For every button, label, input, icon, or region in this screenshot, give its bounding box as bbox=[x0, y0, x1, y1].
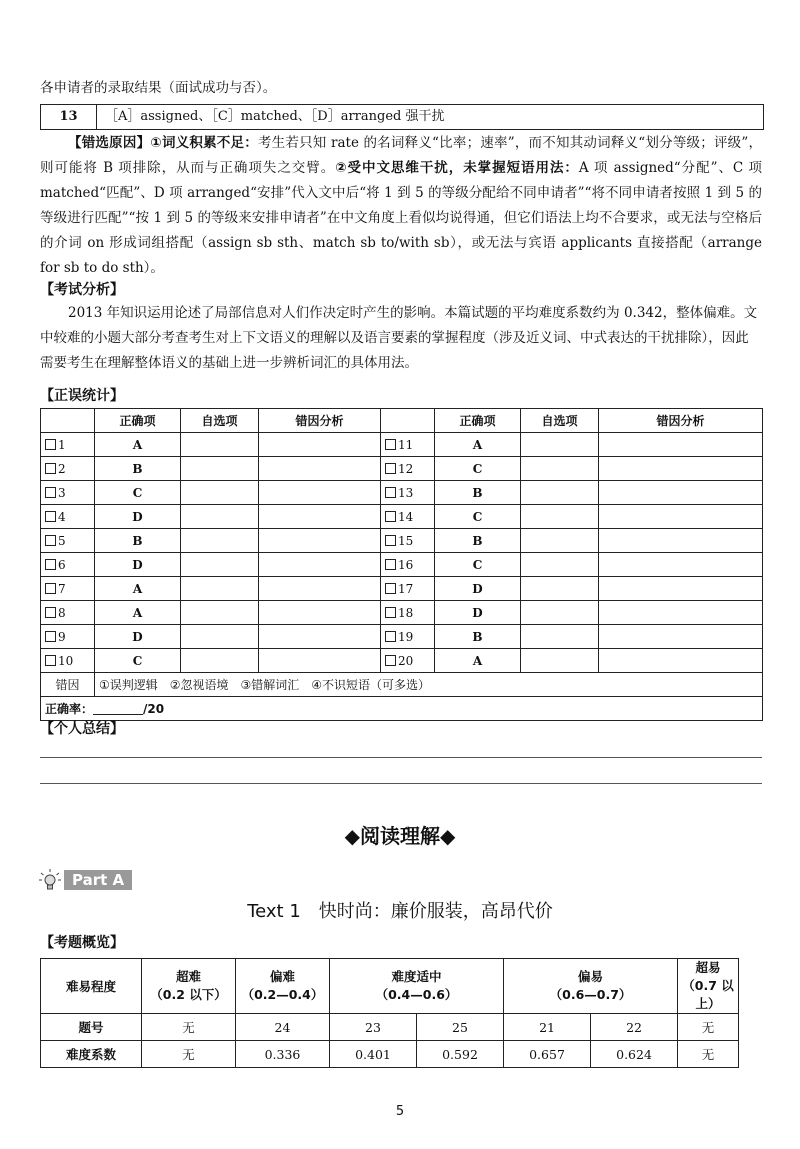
coef-cell: 0.592 bbox=[417, 1041, 504, 1068]
part-a-banner bbox=[38, 868, 132, 892]
question-number: 14 bbox=[398, 509, 414, 524]
question-number: 1 bbox=[58, 437, 66, 452]
self-choice-cell[interactable] bbox=[521, 457, 599, 481]
correct-answer: D bbox=[95, 505, 181, 529]
coef-row-label: 难度系数 bbox=[41, 1041, 142, 1068]
question-number-cell bbox=[381, 433, 435, 457]
correct-answer: A bbox=[95, 577, 181, 601]
error-analysis-cell[interactable] bbox=[599, 601, 763, 625]
correct-answer: C bbox=[435, 505, 521, 529]
correct-answer: B bbox=[435, 481, 521, 505]
self-choice-cell[interactable] bbox=[181, 649, 259, 673]
error-analysis-cell[interactable] bbox=[599, 481, 763, 505]
self-choice-cell[interactable] bbox=[521, 505, 599, 529]
page-number: 5 bbox=[395, 1104, 405, 1119]
self-choice-cell[interactable] bbox=[521, 433, 599, 457]
number-cell: 23 bbox=[330, 1014, 417, 1041]
coef-cell: 无 bbox=[142, 1041, 236, 1068]
difficulty-table bbox=[40, 958, 739, 1068]
self-choice-cell[interactable] bbox=[181, 553, 259, 577]
summary-line-2[interactable] bbox=[40, 783, 762, 784]
question-number: 12 bbox=[398, 461, 414, 476]
error-analysis-cell[interactable] bbox=[259, 481, 381, 505]
correct-answer: D bbox=[435, 601, 521, 625]
checkbox[interactable] bbox=[45, 631, 56, 642]
question-number: 8 bbox=[58, 605, 66, 620]
error-analysis-cell[interactable] bbox=[599, 553, 763, 577]
question-number: 7 bbox=[58, 581, 66, 596]
self-choice-cell[interactable] bbox=[181, 577, 259, 601]
error-analysis-cell[interactable] bbox=[259, 625, 381, 649]
level-hard: 偏难 （0.2—0.4） bbox=[236, 959, 330, 1014]
summary-heading: 【个人总结】 bbox=[40, 721, 124, 737]
error-reason-label: 【错选原因】 bbox=[68, 135, 151, 151]
self-choice-cell[interactable] bbox=[181, 433, 259, 457]
point1-title: ①词义积累不足： bbox=[150, 135, 258, 151]
checkbox[interactable] bbox=[45, 487, 56, 498]
error-analysis-cell[interactable] bbox=[259, 601, 381, 625]
self-choice-cell[interactable] bbox=[521, 577, 599, 601]
self-choice-cell[interactable] bbox=[521, 553, 599, 577]
stats-row bbox=[41, 577, 763, 601]
question-number-cell bbox=[41, 649, 95, 673]
question-number-cell bbox=[41, 625, 95, 649]
difficulty-level-row bbox=[41, 959, 739, 1014]
stats-row bbox=[41, 457, 763, 481]
question-number-cell bbox=[41, 577, 95, 601]
checkbox[interactable] bbox=[385, 439, 396, 450]
correct-answer: D bbox=[95, 553, 181, 577]
error-analysis-cell[interactable] bbox=[259, 433, 381, 457]
cause-row bbox=[41, 673, 763, 697]
checkbox[interactable] bbox=[45, 439, 56, 450]
correct-answer: C bbox=[95, 481, 181, 505]
col-error-left: 错因分析 bbox=[259, 409, 381, 433]
question-number-cell bbox=[41, 505, 95, 529]
col-correct-right: 正确项 bbox=[435, 409, 521, 433]
error-analysis-cell[interactable] bbox=[259, 577, 381, 601]
overview-heading: 【考题概览】 bbox=[40, 935, 124, 951]
question-number-cell bbox=[41, 481, 95, 505]
question-number: 5 bbox=[58, 533, 66, 548]
stats-row bbox=[41, 553, 763, 577]
self-choice-cell[interactable] bbox=[181, 529, 259, 553]
question-number-row bbox=[41, 1014, 739, 1041]
question-number: 6 bbox=[58, 557, 66, 572]
stats-row bbox=[41, 481, 763, 505]
question-number: 13 bbox=[398, 485, 414, 500]
point2-text: A 项 assigned“分配”、C 项 matched“匹配”、D 项 arranged“安排”代入文中后“将 1 到 5 的等级分配给不同申请者”“将不同申请者按照 1 到 5 的等级进行匹配”“按 1 到 5 的等级来安排申请者”在中文角度上看似均说得通，但它们语法上均不合要求，或无法与空格后的介词 on 形成词组搭配（assign sb sth、match sb to/with sb），或无法与宾语 applicants 直接搭配（arrange for sb to do sth）。 bbox=[40, 160, 762, 276]
error-analysis-cell[interactable] bbox=[599, 577, 763, 601]
correct-answer: C bbox=[435, 553, 521, 577]
point1-text: 考生若只知 rate 的名词释义“比率；速率”，而不知其动词释义“划分等级；评级”，则可能将 B 项排除，从而与正确项失之交臂。 bbox=[40, 135, 763, 176]
level-row-label: 难易程度 bbox=[41, 959, 142, 1014]
error-analysis-cell[interactable] bbox=[599, 505, 763, 529]
coef-cell: 无 bbox=[678, 1041, 739, 1068]
correct-answer: B bbox=[95, 457, 181, 481]
error-analysis-cell[interactable] bbox=[599, 433, 763, 457]
accuracy-total: /20 bbox=[143, 702, 165, 716]
level-very-hard: 超难 （0.2 以下） bbox=[142, 959, 236, 1014]
self-choice-cell[interactable] bbox=[181, 457, 259, 481]
coef-cell: 0.657 bbox=[504, 1041, 591, 1068]
error-analysis-cell[interactable] bbox=[599, 457, 763, 481]
self-choice-cell[interactable] bbox=[181, 481, 259, 505]
checkbox[interactable] bbox=[45, 535, 56, 546]
cause-label: 错因 bbox=[41, 673, 95, 697]
correct-answer: A bbox=[95, 601, 181, 625]
question-number-cell bbox=[41, 601, 95, 625]
accuracy-blank[interactable] bbox=[93, 702, 143, 715]
correct-answer: B bbox=[435, 625, 521, 649]
question-number-cell bbox=[381, 481, 435, 505]
error-analysis-cell[interactable] bbox=[259, 553, 381, 577]
question-number: 9 bbox=[58, 629, 66, 644]
question-number-cell bbox=[41, 433, 95, 457]
checkbox[interactable] bbox=[45, 511, 56, 522]
checkbox[interactable] bbox=[45, 583, 56, 594]
number-cell: 24 bbox=[236, 1014, 330, 1041]
error-analysis-cell[interactable] bbox=[259, 457, 381, 481]
error-analysis-cell[interactable] bbox=[259, 505, 381, 529]
exam-analysis-heading: 【考试分析】 bbox=[40, 282, 124, 298]
checkbox[interactable] bbox=[45, 463, 56, 474]
correct-answer: C bbox=[95, 649, 181, 673]
question-number-cell bbox=[381, 601, 435, 625]
checkbox[interactable] bbox=[45, 607, 56, 618]
number-row-label: 题号 bbox=[41, 1014, 142, 1041]
col-choice-right: 自选项 bbox=[521, 409, 599, 433]
error-analysis-cell[interactable] bbox=[599, 649, 763, 673]
question-number-cell bbox=[381, 577, 435, 601]
coef-cell: 0.336 bbox=[236, 1041, 330, 1068]
stats-row bbox=[41, 601, 763, 625]
question-number: 11 bbox=[398, 437, 414, 452]
number-cell: 无 bbox=[142, 1014, 236, 1041]
self-choice-cell[interactable] bbox=[521, 529, 599, 553]
question-number: 2 bbox=[58, 461, 66, 476]
summary-line-1[interactable] bbox=[40, 757, 762, 758]
error-analysis-cell[interactable] bbox=[599, 625, 763, 649]
level-easy: 偏易 （0.6—0.7） bbox=[504, 959, 678, 1014]
coefficient-row bbox=[41, 1041, 739, 1068]
correct-answer: A bbox=[435, 649, 521, 673]
checkbox[interactable] bbox=[45, 655, 56, 666]
question-number-cell bbox=[381, 553, 435, 577]
stats-row bbox=[41, 505, 763, 529]
question-number: 19 bbox=[398, 629, 414, 644]
checkbox[interactable] bbox=[385, 535, 396, 546]
question-number: 17 bbox=[398, 581, 414, 596]
reading-section-title: ◆阅读理解◆ bbox=[344, 824, 456, 848]
self-choice-cell[interactable] bbox=[521, 649, 599, 673]
number-cell: 21 bbox=[504, 1014, 591, 1041]
error-analysis-cell[interactable] bbox=[259, 529, 381, 553]
checkbox[interactable] bbox=[385, 463, 396, 474]
question-number-cell bbox=[381, 529, 435, 553]
accuracy-label: 正确率： bbox=[45, 702, 94, 716]
intro-line: 各申请者的录取结果（面试成功与否）。 bbox=[40, 80, 277, 96]
correct-answer: A bbox=[95, 433, 181, 457]
checkbox[interactable] bbox=[45, 559, 56, 570]
stats-heading: 【正误统计】 bbox=[40, 388, 124, 404]
question-number-cell bbox=[41, 553, 95, 577]
question-number-cell bbox=[381, 457, 435, 481]
stats-header-row bbox=[41, 409, 763, 433]
question-number-cell bbox=[381, 505, 435, 529]
point2-title: ②受中文思维干扰，未掌握短语用法： bbox=[335, 160, 579, 176]
question-number: 20 bbox=[398, 653, 414, 668]
col-choice-left: 自选项 bbox=[181, 409, 259, 433]
cause-options[interactable]: ①误判逻辑 ②忽视语境 ③错解词汇 ④不识短语（可多选） bbox=[95, 673, 763, 697]
self-choice-cell[interactable] bbox=[181, 601, 259, 625]
checkbox[interactable] bbox=[385, 631, 396, 642]
self-choice-cell[interactable] bbox=[521, 481, 599, 505]
correct-answer: B bbox=[95, 529, 181, 553]
correct-answer: C bbox=[435, 457, 521, 481]
question-number: 10 bbox=[58, 653, 74, 668]
checkbox[interactable] bbox=[385, 655, 396, 666]
exam-analysis-body: 2013 年知识运用论述了局部信息对人们作决定时产生的影响。本篇试题的平均难度系数约为 0.342，整体偏难。文中较难的小题大部分考查考生对上下文语义的理解以及语言要素的掌握程度（涉及近义词、中式表达的干扰排除），因此需要考生在理解整体语义的基础上进一步辨析词汇的具体用法。 bbox=[40, 305, 758, 371]
correct-answer: D bbox=[435, 577, 521, 601]
level-very-easy: 超易 （0.7 以上） bbox=[678, 959, 739, 1014]
col-error-right: 错因分析 bbox=[599, 409, 763, 433]
text1-title: Text 1 快时尚：廉价服装，高昂代价 bbox=[247, 901, 553, 922]
coef-cell: 0.401 bbox=[330, 1041, 417, 1068]
number-cell: 22 bbox=[591, 1014, 678, 1041]
correct-answer: B bbox=[435, 529, 521, 553]
self-choice-cell[interactable] bbox=[181, 505, 259, 529]
error-reason-paragraph bbox=[40, 131, 762, 281]
question-number: 3 bbox=[58, 485, 66, 500]
correct-answer: D bbox=[95, 625, 181, 649]
self-choice-cell[interactable] bbox=[181, 625, 259, 649]
lightbulb-icon bbox=[38, 868, 62, 892]
question-number: 4 bbox=[58, 509, 66, 524]
answer-row bbox=[40, 104, 764, 130]
stats-row bbox=[41, 649, 763, 673]
error-analysis-cell[interactable] bbox=[599, 529, 763, 553]
question-number: 18 bbox=[398, 605, 414, 620]
error-analysis-cell[interactable] bbox=[259, 649, 381, 673]
question-number-cell bbox=[381, 625, 435, 649]
answer-number: 13 bbox=[41, 105, 97, 129]
correct-answer: A bbox=[435, 433, 521, 457]
question-number: 16 bbox=[398, 557, 414, 572]
accuracy-row bbox=[41, 697, 763, 721]
question-number-cell bbox=[381, 649, 435, 673]
checkbox[interactable] bbox=[385, 559, 396, 570]
part-a-label: Part A bbox=[64, 870, 132, 890]
question-number: 15 bbox=[398, 533, 414, 548]
level-moderate: 难度适中 （0.4—0.6） bbox=[330, 959, 504, 1014]
self-choice-cell[interactable] bbox=[521, 601, 599, 625]
stats-row bbox=[41, 625, 763, 649]
coef-cell: 0.624 bbox=[591, 1041, 678, 1068]
stats-table bbox=[40, 408, 763, 721]
stats-row bbox=[41, 433, 763, 457]
checkbox[interactable] bbox=[385, 511, 396, 522]
number-cell: 无 bbox=[678, 1014, 739, 1041]
col-correct-left: 正确项 bbox=[95, 409, 181, 433]
answer-options: ［A］assigned、［C］matched、［D］arranged 强干扰 bbox=[105, 109, 445, 124]
self-choice-cell[interactable] bbox=[521, 625, 599, 649]
checkbox[interactable] bbox=[385, 583, 396, 594]
checkbox[interactable] bbox=[385, 487, 396, 498]
checkbox[interactable] bbox=[385, 607, 396, 618]
stats-row bbox=[41, 529, 763, 553]
question-number-cell bbox=[41, 457, 95, 481]
number-cell: 25 bbox=[417, 1014, 504, 1041]
question-number-cell bbox=[41, 529, 95, 553]
